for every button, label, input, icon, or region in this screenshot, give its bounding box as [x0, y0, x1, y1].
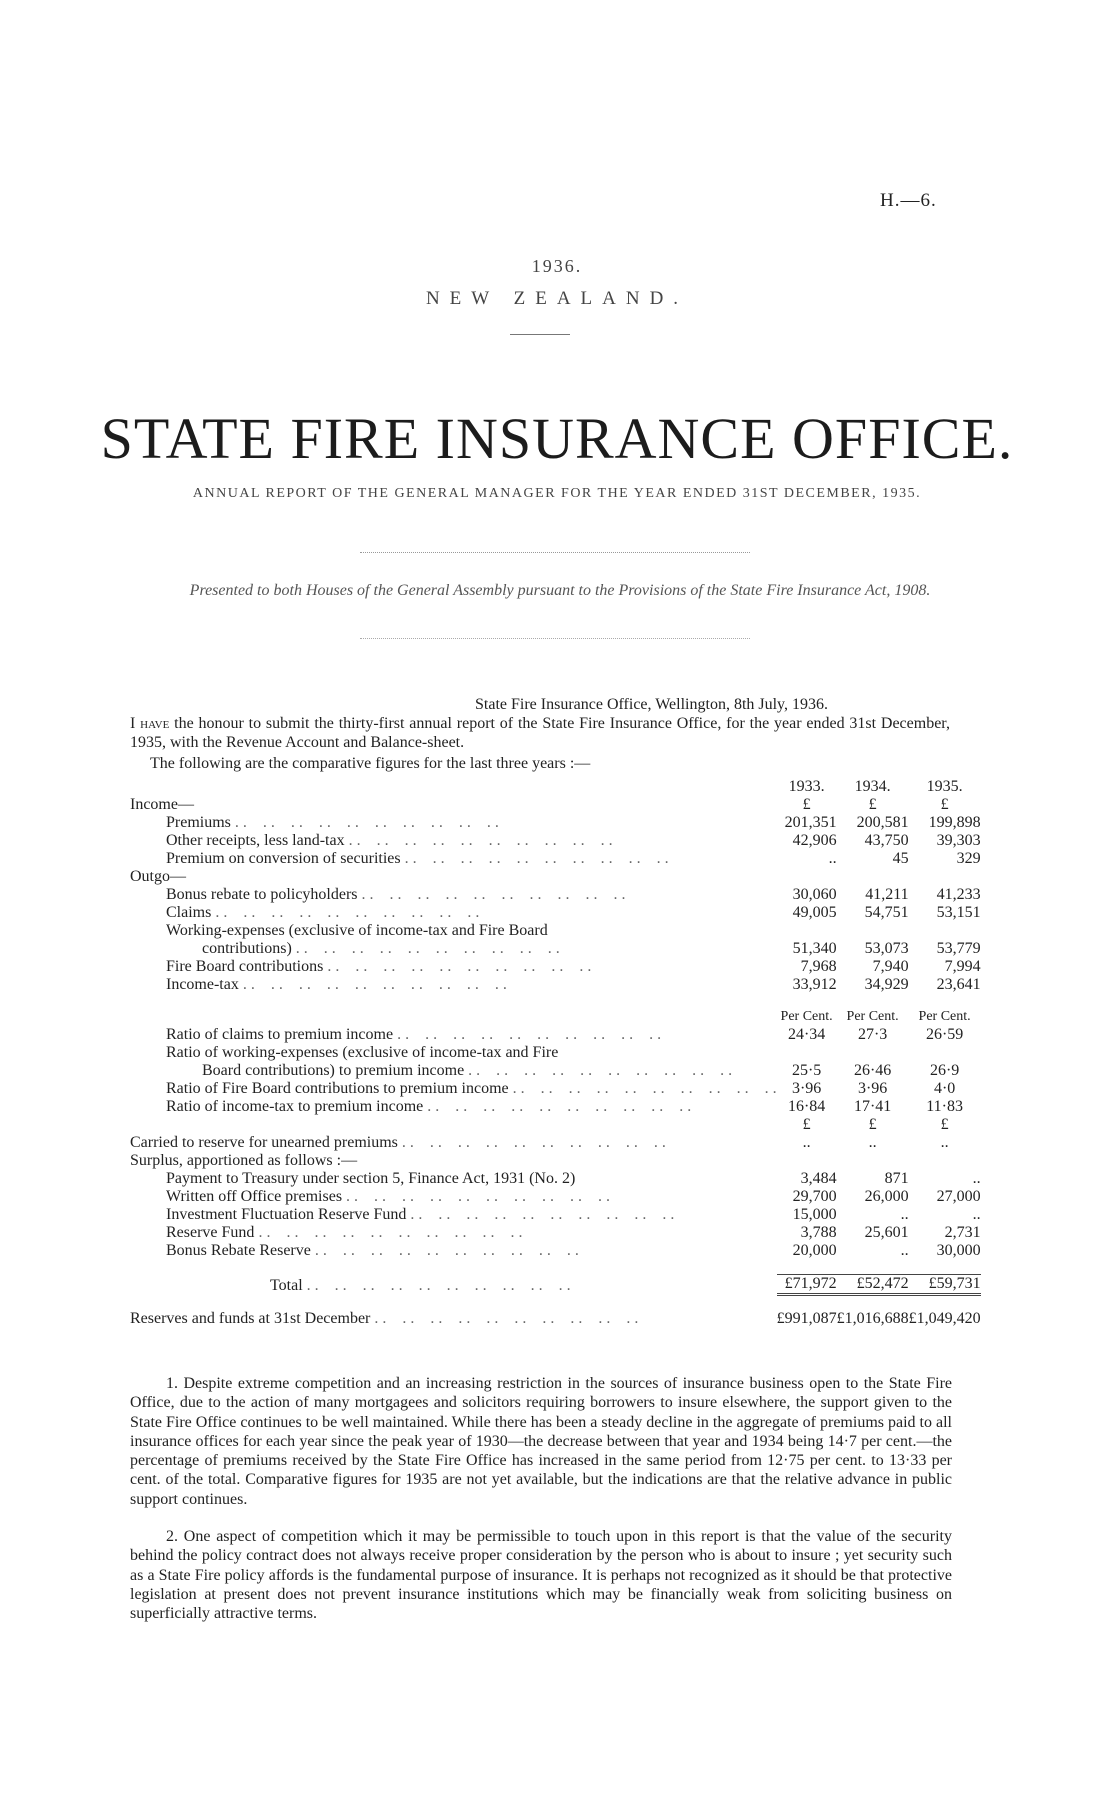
value-cell: £52,472 [837, 1275, 909, 1295]
currency-cell: £ [940, 1116, 949, 1133]
paragraph-1: 1. Despite extreme competition and an increasing restriction in the sources of insurance business open to the State Fire Office, due to the action of many mortgagees and solicitors requiring borrowers to insure elsewhere, the support given to the State Fire Office continues to be well maintained. While there has been a steady decline in the aggregate of premiums paid to all insurance offices for each year since the peak year of 1930—the decrease between that year and 1934 being 14·7 per cent.—the percentage of premiums received by the State Fire Office has increased in the same period from 12·75 per cent. to 13·33 per cent. of the total. Comparative figures for 1935 are not yet available, but the indications are that the relative advance in public support continues. [130, 1375, 952, 1508]
table-row [130, 1044, 981, 1062]
value-cell: .. [900, 1206, 909, 1223]
table-row [130, 1098, 981, 1116]
percent-header: Per Cent. [846, 1009, 899, 1024]
salutation: I have [130, 715, 170, 732]
value-cell: 23,641 [936, 976, 981, 993]
table-row [130, 922, 981, 940]
year-cell: 1935. [926, 778, 963, 795]
value-cell: 24·34 [787, 1026, 826, 1043]
value-cell: .. [828, 850, 837, 867]
value-cell: .. [972, 1170, 981, 1187]
paragraph-2: 2. One aspect of competition which it may be permissible to touch upon in this report is that the value of the security behind the policy contract does not always receive proper consideration by the person who is about to insure ; yet security such as a State Fire policy affords is the fundamental purpose of insurance. It is perhaps not recognized as it should be that protective legislation at present does not prevent insurance institutions which may be financially weak from soliciting business on superficially attractive terms. [130, 1528, 952, 1623]
value-cell: 25·5 [791, 1062, 822, 1079]
value-cell: 26·59 [925, 1026, 964, 1043]
value-cell: 11·83 [926, 1098, 963, 1115]
value-cell: 7,968 [800, 958, 837, 975]
currency-cell: £ [940, 796, 949, 813]
table-row [130, 1188, 981, 1206]
value-cell: 3·96 [857, 1080, 888, 1097]
value-cell: .. [868, 1134, 877, 1151]
table-row [130, 904, 981, 922]
country-heading: NEW ZEALAND. [425, 288, 689, 309]
currency-cell: £ [868, 796, 877, 813]
value-cell: £71,972 [777, 1275, 837, 1295]
document-reference: H.—6. [880, 190, 937, 211]
value-cell: 20,000 [792, 1242, 837, 1259]
value-cell: 7,994 [944, 958, 981, 975]
value-cell: 201,351 [784, 814, 837, 831]
table-row [130, 940, 981, 958]
value-cell: 26,000 [864, 1188, 909, 1205]
value-cell: 43,750 [864, 832, 909, 849]
value-cell: £991,087 [776, 1310, 837, 1327]
value-cell: 4·0 [933, 1080, 956, 1097]
row-label: Ratio of claims to premium income [166, 1026, 394, 1043]
row-label: Working-expenses (exclusive of income-tax and Fire Board [166, 922, 548, 939]
value-cell: .. [972, 1206, 981, 1223]
row-label: Surplus, apportioned as follows :— [130, 1152, 358, 1169]
value-cell: 45 [892, 850, 909, 867]
table-header-years [130, 778, 981, 796]
row-label: Reserve Fund [166, 1224, 255, 1241]
table-row [130, 1062, 981, 1080]
value-cell: 41,211 [865, 886, 909, 903]
value-cell: 39,303 [936, 832, 981, 849]
row-label: Ratio of working-expenses (exclusive of income-tax and Fire [166, 1044, 559, 1061]
value-cell: 7,940 [872, 958, 909, 975]
value-cell: 2,731 [944, 1224, 981, 1241]
table-row [130, 1224, 981, 1242]
document-year: 1936. [531, 256, 583, 276]
value-cell: .. [802, 1134, 811, 1151]
value-cell: £1,016,688 [836, 1310, 909, 1327]
percent-header: Per Cent. [918, 1009, 971, 1024]
table-row [130, 1026, 981, 1044]
row-label: Premium on conversion of securities [166, 850, 401, 867]
currency-cell: £ [802, 1116, 811, 1133]
value-cell: 16·84 [787, 1098, 826, 1115]
divider [360, 638, 750, 639]
value-cell: 53,073 [864, 940, 909, 957]
value-cell: 3,788 [800, 1224, 837, 1241]
row-label: Total [270, 1276, 303, 1294]
value-cell: 26·9 [929, 1062, 960, 1079]
value-cell: 30,060 [792, 886, 837, 903]
table-row [130, 832, 981, 850]
value-cell: 51,340 [792, 940, 837, 957]
table-row [130, 958, 981, 976]
value-cell: 29,700 [792, 1188, 837, 1205]
value-cell: 3·96 [791, 1080, 822, 1097]
row-label: Claims [166, 904, 212, 921]
value-cell: 26·46 [853, 1062, 892, 1079]
row-label: Income-tax [166, 976, 239, 993]
table-row [130, 1152, 981, 1170]
row-label: Board contributions) to premium income [202, 1062, 465, 1079]
income-heading-row [130, 796, 981, 814]
comparative-figures-table [130, 778, 981, 1328]
table-row [130, 1206, 981, 1224]
table-row [130, 886, 981, 904]
year-cell: 1934. [854, 778, 891, 795]
currency-cell: £ [868, 1116, 877, 1133]
row-label: Other receipts, less land-tax [166, 832, 345, 849]
value-cell: £1,049,420 [908, 1310, 981, 1327]
row-label: Ratio of Fire Board contributions to premium income [166, 1080, 509, 1097]
report-subtitle: ANNUAL REPORT OF THE GENERAL MANAGER FOR THE YEAR ENDED 31ST DECEMBER, 1935. [192, 486, 922, 501]
value-cell: 17·41 [853, 1098, 892, 1115]
table-row [130, 976, 981, 994]
currency-cell: £ [802, 796, 811, 813]
row-label: Bonus rebate to policyholders [166, 886, 358, 903]
value-cell: 53,779 [936, 940, 981, 957]
row-label: Reserves and funds at 31st December [130, 1310, 371, 1327]
table-row [130, 1134, 981, 1152]
letter-intro [130, 714, 950, 752]
value-cell: 3,484 [800, 1170, 837, 1187]
value-cell: 34,929 [864, 976, 909, 993]
intro-text: the honour to submit the thirty-first annual report of the State Fire Insurance Office, for the year ended 31st December, 1935, with the Revenue Account and Balance-sheet. [130, 715, 950, 751]
divider [360, 552, 750, 553]
value-cell: 41,233 [936, 886, 981, 903]
row-label: Written off Office premises [166, 1188, 343, 1205]
value-cell: 15,000 [792, 1206, 837, 1223]
value-cell: £59,731 [909, 1275, 981, 1295]
row-label: Income— [130, 796, 194, 813]
value-cell: 200,581 [856, 814, 909, 831]
row-label: Ratio of income-tax to premium income [166, 1098, 424, 1115]
percent-header: Per Cent. [780, 1009, 833, 1024]
row-label: Investment Fluctuation Reserve Fund [166, 1206, 407, 1223]
value-cell: 25,601 [864, 1224, 909, 1241]
intro-lead: The following are the comparative figures for the last three years :— [150, 755, 591, 772]
presented-note: Presented to both Houses of the General Assembly pursuant to the Provisions of the State Fire Insurance Act, 1908. [189, 582, 931, 599]
currency-row [130, 1116, 981, 1134]
value-cell: 42,906 [792, 832, 837, 849]
row-label: Payment to Treasury under section 5, Finance Act, 1931 (No. 2) [166, 1170, 576, 1187]
value-cell: 33,912 [792, 976, 837, 993]
row-label: Carried to reserve for unearned premiums [130, 1134, 398, 1151]
value-cell: 27·3 [857, 1026, 888, 1043]
value-cell: 329 [956, 850, 981, 867]
table-row [130, 814, 981, 832]
value-cell: 54,751 [864, 904, 909, 921]
value-cell: 53,151 [936, 904, 981, 921]
value-cell: .. [900, 1242, 909, 1259]
divider [510, 334, 570, 335]
table-row [130, 1170, 981, 1188]
page-title: STATE FIRE INSURANCE OFFICE. [100, 406, 1014, 471]
letter-dateline: State Fire Insurance Office, Wellington, 8th July, 1936. [475, 696, 829, 713]
value-cell: .. [940, 1134, 949, 1151]
row-label: Bonus Rebate Reserve [166, 1242, 311, 1259]
row-label: Outgo— [130, 868, 186, 885]
value-cell: 30,000 [936, 1242, 981, 1259]
outgo-heading-row [130, 868, 981, 886]
value-cell: 49,005 [792, 904, 837, 921]
table-row [130, 850, 981, 868]
value-cell: 27,000 [936, 1188, 981, 1205]
percent-header-row [130, 1008, 981, 1026]
table-row [130, 1242, 981, 1260]
total-row [130, 1275, 981, 1295]
row-label: Premiums [166, 814, 231, 831]
value-cell: 871 [884, 1170, 909, 1187]
value-cell: 199,898 [928, 814, 981, 831]
row-label: Fire Board contributions [166, 958, 324, 975]
row-label: contributions) [202, 940, 292, 957]
reserves-row [130, 1310, 981, 1328]
year-cell: 1933. [788, 778, 825, 795]
table-row [130, 1080, 981, 1098]
